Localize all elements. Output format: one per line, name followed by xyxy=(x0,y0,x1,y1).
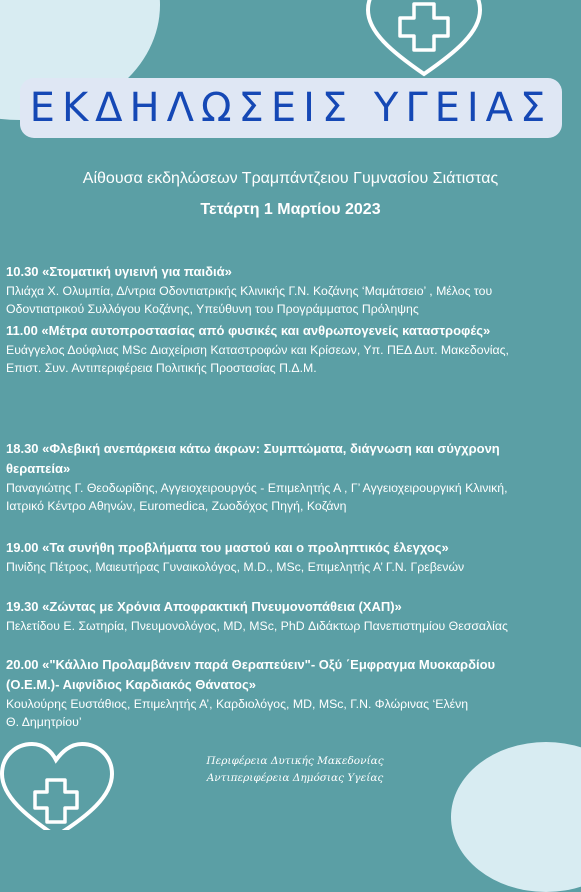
event-heading-continued: θεραπεία» xyxy=(6,461,71,476)
heart-cross-icon xyxy=(362,0,486,82)
heart-cross-icon xyxy=(0,740,120,830)
event-heading-continued: (Ο.Ε.Μ.)- Αιφνίδιος Καρδιακός Θάνατος» xyxy=(6,677,256,692)
event-speaker: Πινίδης Πέτρος, Μαιευτήρας Γυναικολόγος, M.D., MSc, Επιμελητής Α’ Γ.Ν. Γρεβενών xyxy=(6,560,465,574)
event-heading: 11.00 «Μέτρα αυτοπροστασίας από φυσικές και ανθρωπογενείς καταστροφές» xyxy=(6,323,491,338)
event-speaker: Πελετίδου Ε. Σωτηρία, Πνευμονολόγος, MD, MSc, PhD Διδάκτωρ Πανεπιστημίου Θεσσαλίας xyxy=(6,619,508,633)
title-banner xyxy=(20,78,562,138)
event-speaker: Επιστ. Συν. Αντιπεριφέρεια Πολιτικής Προστασίας Π.Δ.Μ. xyxy=(6,361,317,375)
page-title: ΕΚΔΗΛΩΣΕΙΣ ΥΓΕΙΑΣ xyxy=(29,85,553,131)
footer-line-department: Αντιπεριφέρεια Δημόσιας Υγείας xyxy=(206,772,384,784)
event-heading: 18.30 «Φλεβική ανεπάρκεια κάτω άκρων: Συμπτώματα, διάγνωση και σύγχρονη xyxy=(6,441,500,456)
background-blob-bottom-right xyxy=(451,742,581,892)
event-heading: 19.00 «Τα συνήθη προβλήματα του μαστού και ο προληπτικός έλεγχος» xyxy=(6,540,449,555)
footer-line-region: Περιφέρεια Δυτικής Μακεδονίας xyxy=(206,755,384,767)
event-item xyxy=(6,655,581,731)
event-speaker: Παναγιώτης Γ. Θεοδωρίδης, Αγγειοχειρουργός - Επιμελητής Α , Γ’ Αγγειοχειρουργική Κλινική, xyxy=(6,481,508,495)
event-item xyxy=(6,262,581,318)
event-heading: 20.00 «"Κάλλιο Προλαμβάνειν παρά Θεραπεύειν"- Οξύ ΄Εμφραγμα Μυοκαρδίου xyxy=(6,657,496,672)
footer-organization xyxy=(200,753,390,787)
event-heading: 10.30 «Στοματική υγιεινή για παιδιά» xyxy=(6,264,232,279)
event-speaker: Ευάγγελος Δούφλιας MSc Διαχείριση Καταστροφών και Κρίσεων, Υπ. ΠΕΔ Δυτ. Μακεδονίας, xyxy=(6,343,509,357)
event-speaker: Κουλούρης Ευστάθιος, Επιμελητής Α’, Καρδιολόγος, MD, MSc, Γ.Ν. Φλώρινας ‘Ελένη xyxy=(6,697,469,711)
event-speaker: Οδοντιατρικού Συλλόγου Κοζάνης, Υπεύθυνη του Προγράμματος Πρόληψης xyxy=(6,302,419,316)
event-speaker: Θ. Δημητρίου’ xyxy=(6,715,82,729)
event-heading: 19.30 «Ζώντας με Χρόνια Αποφρακτική Πνευμονοπάθεια (ΧΑΠ)» xyxy=(6,599,402,614)
venue-text: Αίθουσα εκδηλώσεων Τραμπάντζειου Γυμνασίου Σιάτιστας xyxy=(82,170,499,187)
event-date: Τετάρτη 1 Μαρτίου 2023 xyxy=(200,201,381,218)
event-item xyxy=(6,321,581,377)
event-item xyxy=(6,538,581,576)
event-item xyxy=(6,597,581,635)
event-speaker: Ιατρικό Κέντρο Αθηνών, Euromedica, Ζωοδόχος Πηγή, Κοζάνη xyxy=(6,499,347,513)
event-speaker: Πλιάχα Χ. Ολυμπία, Δ/ντρια Οδοντιατρικής Κλινικής Γ.Ν. Κοζάνης ‘Μαμάτσειο’ , Μέλος του xyxy=(6,284,493,298)
event-item xyxy=(6,439,581,515)
